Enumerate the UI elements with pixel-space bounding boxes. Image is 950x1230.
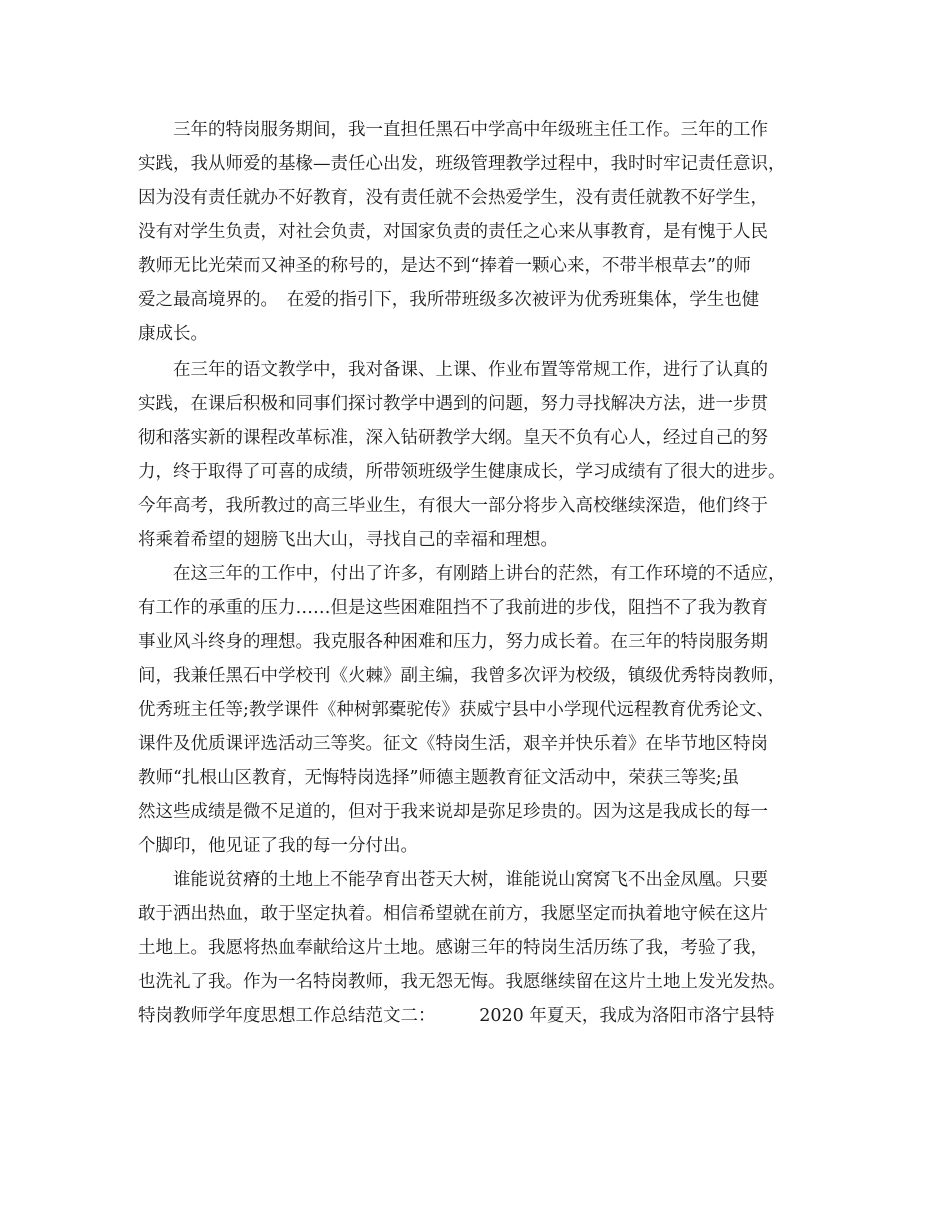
text-line: 优秀班主任等;教学课件《种树郭橐驼传》获威宁县中小学现代远程教育优秀论文、 [138, 700, 774, 720]
text-line: 也洗礼了我。作为一名特岗教师，我无怨无悔。我愿继续留在这片土地上发光发热。 [138, 972, 786, 992]
text-line: 课件及优质课评选活动三等奖。征文《特岗生活，艰辛并快乐着》在毕节地区特岗 [138, 734, 768, 754]
text-line: 有工作的承重的压力……但是这些困难阻挡不了我前进的步伐，阻挡不了我为教育 [138, 598, 768, 618]
text-line: 教师“扎根山区教育，无悔特岗选择”师德主题教育征文活动中，荣获三等奖;虽 [138, 768, 740, 788]
text-line: 然这些成绩是微不足道的，但对于我来说却是弥足珍贵的。因为这是我成长的每一 [138, 802, 768, 822]
text-line: 在这三年的工作中，付出了许多，有刚踏上讲台的茫然，有工作环境的不适应， [138, 564, 786, 584]
text-line: 将乘着希望的翅膀飞出大山，寻找自己的幸福和理想。 [138, 530, 558, 550]
text-line: 间，我兼任黑石中学校刊《火棘》副主编，我曾多次评为校级，镇级优秀特岗教师， [138, 666, 786, 686]
text-line: 因为没有责任就办不好教育，没有责任就不会热爱学生，没有责任就教不好学生， [138, 188, 768, 208]
text-line: 力，终于取得了可喜的成绩，所带领班级学生健康成长，学习成绩有了很大的进步。 [138, 462, 786, 482]
text-line: 没有对学生负责，对社会负责，对国家负责的责任之心来从事教育，是有愧于人民 [138, 222, 768, 242]
text-line: 敢于洒出热血，敢于坚定执着。相信希望就在前方，我愿坚定而执着地守候在这片 [138, 904, 768, 924]
text-line: 事业风斗终身的理想。我克服各种困难和压力，努力成长着。在三年的特岗服务期 [138, 632, 768, 652]
text-line: 谁能说贫瘠的土地上不能孕育出苍天大树，谁能说山窝窝飞不出金凤凰。只要 [138, 870, 768, 890]
text-line: 三年的特岗服务期间，我一直担任黑石中学高中年级班主任工作。三年的工作 [138, 120, 768, 140]
text-line: 实践，在课后积极和同事们探讨教学中遇到的问题，努力寻找解决方法，进一步贯 [138, 394, 768, 414]
text-line: 在三年的语文教学中，我对备课、上课、作业布置等常规工作，进行了认真的 [138, 360, 768, 380]
text-line: 实践，我从师爱的基椽—责任心出发，班级管理教学过程中，我时时牢记责任意识， [138, 154, 786, 174]
text-line: 爱之最高境界的。 在爱的指引下，我所带班级多次被评为优秀班集体，学生也健 [138, 290, 760, 310]
text-line: 康成长。 [138, 324, 208, 344]
text-line: 教师无比光荣而又神圣的称号的，是达不到“捧着一颗心来，不带半根草去”的师 [138, 256, 751, 276]
text-line: 土地上。我愿将热血奉献给这片土地。感谢三年的特岗生活历练了我，考验了我， [138, 938, 768, 958]
text-line: 个脚印，他见证了我的每一分付出。 [138, 836, 418, 856]
text-line: 今年高考，我所教过的高三毕业生，有很大一部分将步入高校继续深造，他们终于 [138, 496, 768, 516]
text-line: 彻和落实新的课程改革标准，深入钻研教学大纲。皇天不负有心人，经过自己的努 [138, 428, 768, 448]
text-line: 特岗教师学年度思想工作总结范文二： 2020 年夏天，我成为洛阳市洛宁县特 [138, 1006, 775, 1026]
